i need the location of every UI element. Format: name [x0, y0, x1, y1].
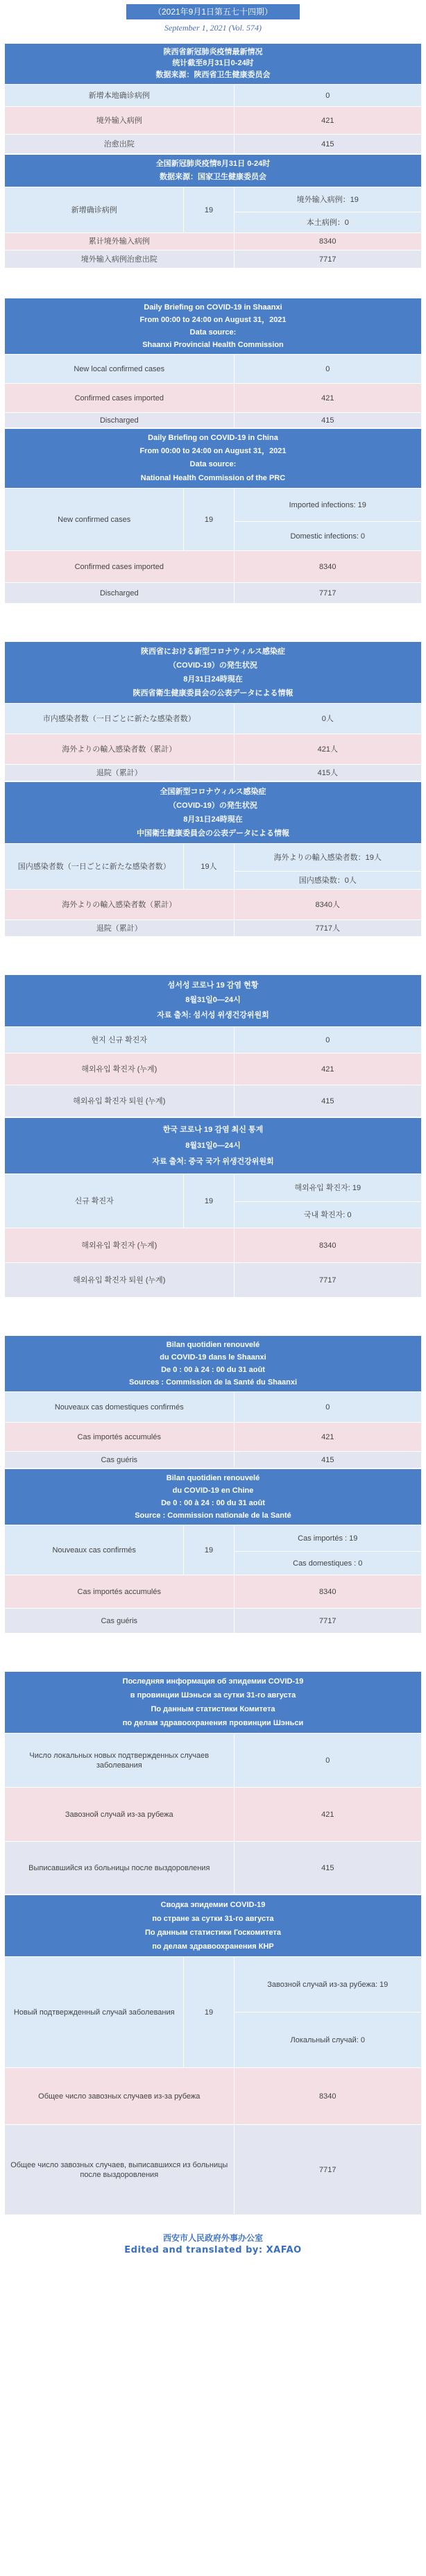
cumulative-imported-label: 海外よりの輸入感染者数（累計）: [5, 890, 235, 920]
section-gap: [0, 604, 426, 641]
cumulative-imported-value: 8340: [234, 233, 421, 251]
cumulative-imported-label: Confirmed cases imported: [5, 551, 235, 583]
discharged-value: 7717: [234, 1263, 421, 1298]
china-header-line: 数据来源：国家卫生健康委员会: [160, 173, 266, 181]
shaanxi-table-en: [4, 298, 422, 428]
domestic-infections: 本土病例：0: [234, 212, 421, 233]
shaanxi-header-line: 数据来源：陕西省卫生健康委员会: [155, 71, 271, 79]
shaanxi-header-line: 陕西省新冠肺炎疫情最新情况: [163, 48, 263, 56]
discharged-label: 退院（累計）: [5, 920, 235, 937]
china-header-line: Daily Briefing on COVID-19 in China: [148, 434, 278, 442]
shaanxi-table-zh: [4, 43, 422, 154]
shaanxi-header-line: Bilan quotidien renouvelé: [166, 1341, 260, 1349]
page: [0, 4, 426, 2257]
domestic-infections: Cas domestiques : 0: [234, 1552, 421, 1575]
shaanxi-table-fr: [4, 1335, 422, 1468]
shaanxi-header-line: 섬서성 코로나 19 감염 현황: [167, 981, 259, 990]
shaanxi-header-line: 统计截至8月31日0-24时: [172, 59, 254, 67]
china-table-zh: [4, 154, 422, 269]
row-label: Выписавшийся из больницы после выздоровления: [5, 1842, 235, 1895]
section-ru: [0, 1671, 426, 2215]
china-header-line: du COVID-19 en Chine: [172, 1486, 254, 1495]
new-cases-label: Новый подтвержденный случай заболевания: [5, 1957, 184, 2068]
shaanxi-header-line: по делам здравоохранения провинции Шэньси: [122, 1719, 304, 1727]
new-cases-label: 国内感染者数（一日ごとに新たな感染者数）: [5, 844, 184, 890]
shaanxi-header: [5, 1672, 422, 1734]
shaanxi-header-line: Последняя информация об эпидемии COVID-19: [122, 1677, 304, 1686]
domestic-infections: 국내 확진자: 0: [234, 1202, 421, 1228]
shaanxi-header: [5, 298, 422, 355]
domestic-infections: Domestic infections: 0: [234, 522, 421, 551]
issue-subtitle: September 1, 2021 (Vol. 574): [164, 23, 262, 33]
cumulative-imported-value: 8340: [234, 551, 421, 583]
row-value: 0人: [234, 704, 421, 734]
discharged-value: 7717人: [234, 920, 421, 937]
row-label: 해외유입 확진자 (누계): [5, 1053, 235, 1085]
china-header-line: по делам здравоохранения КНР: [152, 1942, 274, 1951]
issue-title: （2021年9月1日第五七十四期）: [126, 4, 300, 19]
shaanxi-header-line: 자료 출처: 섬서성 위생건강위원회: [157, 1011, 269, 1019]
shaanxi-table-ko: [4, 974, 422, 1117]
footer: [0, 2232, 426, 2257]
china-table-ko: [4, 1117, 422, 1298]
imported-infections: Imported infections: 19: [234, 489, 421, 522]
china-header-line: From 00:00 to 24:00 on August 31，2021: [139, 447, 287, 455]
row-label: 新增本地确诊病例: [5, 85, 235, 107]
row-value: 415: [234, 1842, 421, 1895]
shaanxi-header-line: 8월31일0—24시: [185, 996, 241, 1004]
shaanxi-header-line: Daily Briefing on COVID-19 in Shaanxi: [144, 303, 282, 312]
discharged-value: 7717: [234, 251, 421, 269]
cumulative-imported-value: 8340人: [234, 890, 421, 920]
china-header-line: Сводка эпидемии COVID-19: [160, 1901, 266, 1909]
china-table-fr: [4, 1468, 422, 1634]
cumulative-imported-value: 8340: [234, 1575, 421, 1609]
new-cases-total: 19: [184, 1174, 234, 1228]
row-value: 415: [234, 1452, 421, 1468]
shaanxi-header-line: Data source:: [189, 328, 237, 337]
footer-credit: Edited and translated by: XAFAO: [124, 2245, 302, 2255]
china-table-ja: [4, 781, 422, 937]
shaanxi-header-line: （COVID-19）の発生状況: [169, 661, 257, 670]
shaanxi-header-line: du COVID-19 dans le Shaanxi: [160, 1353, 266, 1362]
china-header-line: 8月31日24時現在: [183, 815, 243, 824]
row-label: 해외유입 확진자 퇴원 (누계): [5, 1085, 235, 1117]
china-header-line: по стране за сутки 31-го августа: [152, 1915, 274, 1923]
section-gap: [0, 1634, 426, 1671]
discharged-label: 境外输入病例治愈出院: [5, 251, 235, 269]
china-header: [5, 429, 422, 489]
section-gap: [0, 269, 426, 298]
discharged-value: 7717: [234, 2125, 421, 2215]
section-ja: [0, 641, 426, 974]
row-label: 退院（累計）: [5, 765, 235, 781]
row-label: Число локальных новых подтвержденных случаев заболевания: [5, 1734, 235, 1788]
shaanxi-header-line: From 00:00 to 24:00 on August 31，2021: [139, 316, 287, 324]
row-label: Cas guéris: [5, 1452, 235, 1468]
imported-infections: 境外输入病例：19: [234, 187, 421, 212]
row-value: 421: [234, 1053, 421, 1085]
section-gap: [0, 937, 426, 974]
row-value: 421: [234, 1788, 421, 1842]
china-header-line: National Health Commission of the PRC: [140, 474, 286, 482]
row-value: 0: [234, 355, 421, 384]
new-cases-total: 19: [184, 1957, 234, 2068]
section-fr: [0, 1335, 426, 1671]
row-value: 415: [234, 135, 421, 154]
new-cases-total: 19: [184, 187, 234, 233]
new-cases-label: New confirmed cases: [5, 489, 184, 551]
china-header-line: Source : Commission nationale de la Santé: [135, 1511, 291, 1520]
shaanxi-header: [5, 44, 422, 85]
row-value: 0: [234, 1027, 421, 1053]
row-label: New local confirmed cases: [5, 355, 235, 384]
shaanxi-header: [5, 975, 422, 1027]
cumulative-imported-value: 8340: [234, 1228, 421, 1263]
shaanxi-header-line: 8月31日24時現在: [183, 675, 243, 684]
row-value: 421: [234, 384, 421, 413]
discharged-label: Cas guéris: [5, 1609, 235, 1634]
row-label: Discharged: [5, 413, 235, 428]
china-header-line: Bilan quotidien renouvelé: [166, 1474, 260, 1482]
new-cases-label: Nouveaux cas confirmés: [5, 1525, 184, 1575]
china-header-line: 8월31일0—24시: [185, 1142, 241, 1150]
shaanxi-header-line: Shaanxi Provincial Health Commission: [142, 341, 284, 349]
row-label: 治愈出院: [5, 135, 235, 154]
shaanxi-table-ja: [4, 641, 422, 781]
china-table-ru: [4, 1895, 422, 2215]
imported-infections: 해외유입 확진자: 19: [234, 1174, 421, 1202]
shaanxi-header-line: 陝西省衛生健康委員会の公表データによる情報: [133, 689, 293, 697]
section-ko: [0, 974, 426, 1335]
discharged-label: Discharged: [5, 583, 235, 604]
row-label: Confirmed cases imported: [5, 384, 235, 413]
china-header-line: De 0 : 00 à 24 : 00 du 31 août: [161, 1499, 265, 1507]
row-value: 421: [234, 107, 421, 135]
domestic-infections: 国内感染数：0人: [234, 872, 421, 890]
cumulative-imported-label: 해외유입 확진자 (누계): [5, 1228, 235, 1263]
row-value: 421人: [234, 734, 421, 765]
shaanxi-header: [5, 642, 422, 704]
imported-infections: 海外よりの輸入感染者数：19人: [234, 844, 421, 872]
cumulative-imported-value: 8340: [234, 2068, 421, 2125]
section-zh: [0, 43, 426, 298]
china-header-line: 한국 코로나 19 감염 최신 통계: [162, 1126, 264, 1134]
china-header-line: Data source:: [189, 460, 237, 468]
row-label: 境外输入病例: [5, 107, 235, 135]
shaanxi-header-line: По данным статистики Комитета: [151, 1705, 275, 1713]
new-cases-total: 19: [184, 1525, 234, 1575]
row-label: 海外よりの輸入感染者数（累計）: [5, 734, 235, 765]
shaanxi-table-ru: [4, 1671, 422, 1895]
new-cases-total: 19人: [184, 844, 234, 890]
section-en: [0, 298, 426, 641]
china-header: [5, 155, 422, 187]
cumulative-imported-label: Cas importés accumulés: [5, 1575, 235, 1609]
discharged-label: 해외유입 확진자 퇴원 (누계): [5, 1263, 235, 1298]
cumulative-imported-label: 累计境外输入病例: [5, 233, 235, 251]
shaanxi-header-line: 陝西省における新型コロナウィルス感染症: [140, 647, 285, 656]
china-header-line: 中国衛生健康委員会の公表データによる情報: [137, 829, 289, 838]
row-value: 421: [234, 1423, 421, 1452]
china-header: [5, 782, 422, 844]
new-cases-label: 신규 확진자: [5, 1174, 184, 1228]
row-label: 현지 신규 확진자: [5, 1027, 235, 1053]
row-label: Cas importés accumulés: [5, 1423, 235, 1452]
china-header-line: 자료 출처: 중국 국가 위생건강위원회: [152, 1158, 274, 1166]
imported-infections: Завозной случай из-за рубежа: 19: [234, 1957, 421, 2012]
china-header-line: （COVID-19）の発生状況: [169, 802, 257, 810]
shaanxi-header: [5, 1336, 422, 1392]
domestic-infections: Локальный случай: 0: [234, 2012, 421, 2068]
shaanxi-header-line: Sources : Commission de la Santé du Shaanxi: [128, 1378, 298, 1387]
discharged-value: 7717: [234, 583, 421, 604]
new-cases-label: 新增确诊病例: [5, 187, 184, 233]
row-label: Nouveaux cas domestiques confirmés: [5, 1392, 235, 1423]
discharged-value: 7717: [234, 1609, 421, 1634]
row-value: 0: [234, 1392, 421, 1423]
row-value: 415: [234, 413, 421, 428]
shaanxi-header-line: в провинции Шэньси за сутки 31-го августа: [130, 1691, 296, 1700]
china-table-en: [4, 428, 422, 604]
china-header-line: 全国新冠肺炎疫情8月31日 0-24时: [155, 160, 271, 168]
cumulative-imported-label: Общее число завозных случаев из-за рубежа: [5, 2068, 235, 2125]
china-header: [5, 1895, 422, 1957]
row-value: 0: [234, 85, 421, 107]
shaanxi-header-line: De 0 : 00 à 24 : 00 du 31 août: [161, 1366, 265, 1374]
china-header-line: По данным статистики Госкомитета: [144, 1929, 282, 1937]
row-label: 市内感染者数（一日ごとに新たな感染者数）: [5, 704, 235, 734]
row-value: 0: [234, 1734, 421, 1788]
section-gap: [0, 1298, 426, 1335]
footer-office: 西安市人民政府外事办公室: [162, 2233, 263, 2243]
china-header-line: 全国新型コロナウィルス感染症: [160, 788, 266, 796]
row-label: Завозной случай из-за рубежа: [5, 1788, 235, 1842]
row-value: 415: [234, 1085, 421, 1117]
china-header: [5, 1469, 422, 1525]
row-value: 415人: [234, 765, 421, 781]
new-cases-total: 19: [184, 489, 234, 551]
imported-infections: Cas importés : 19: [234, 1525, 421, 1552]
china-header: [5, 1118, 422, 1174]
discharged-label: Общее число завозных случаев, выписавшихся из больницы после выздоровления: [5, 2125, 235, 2215]
